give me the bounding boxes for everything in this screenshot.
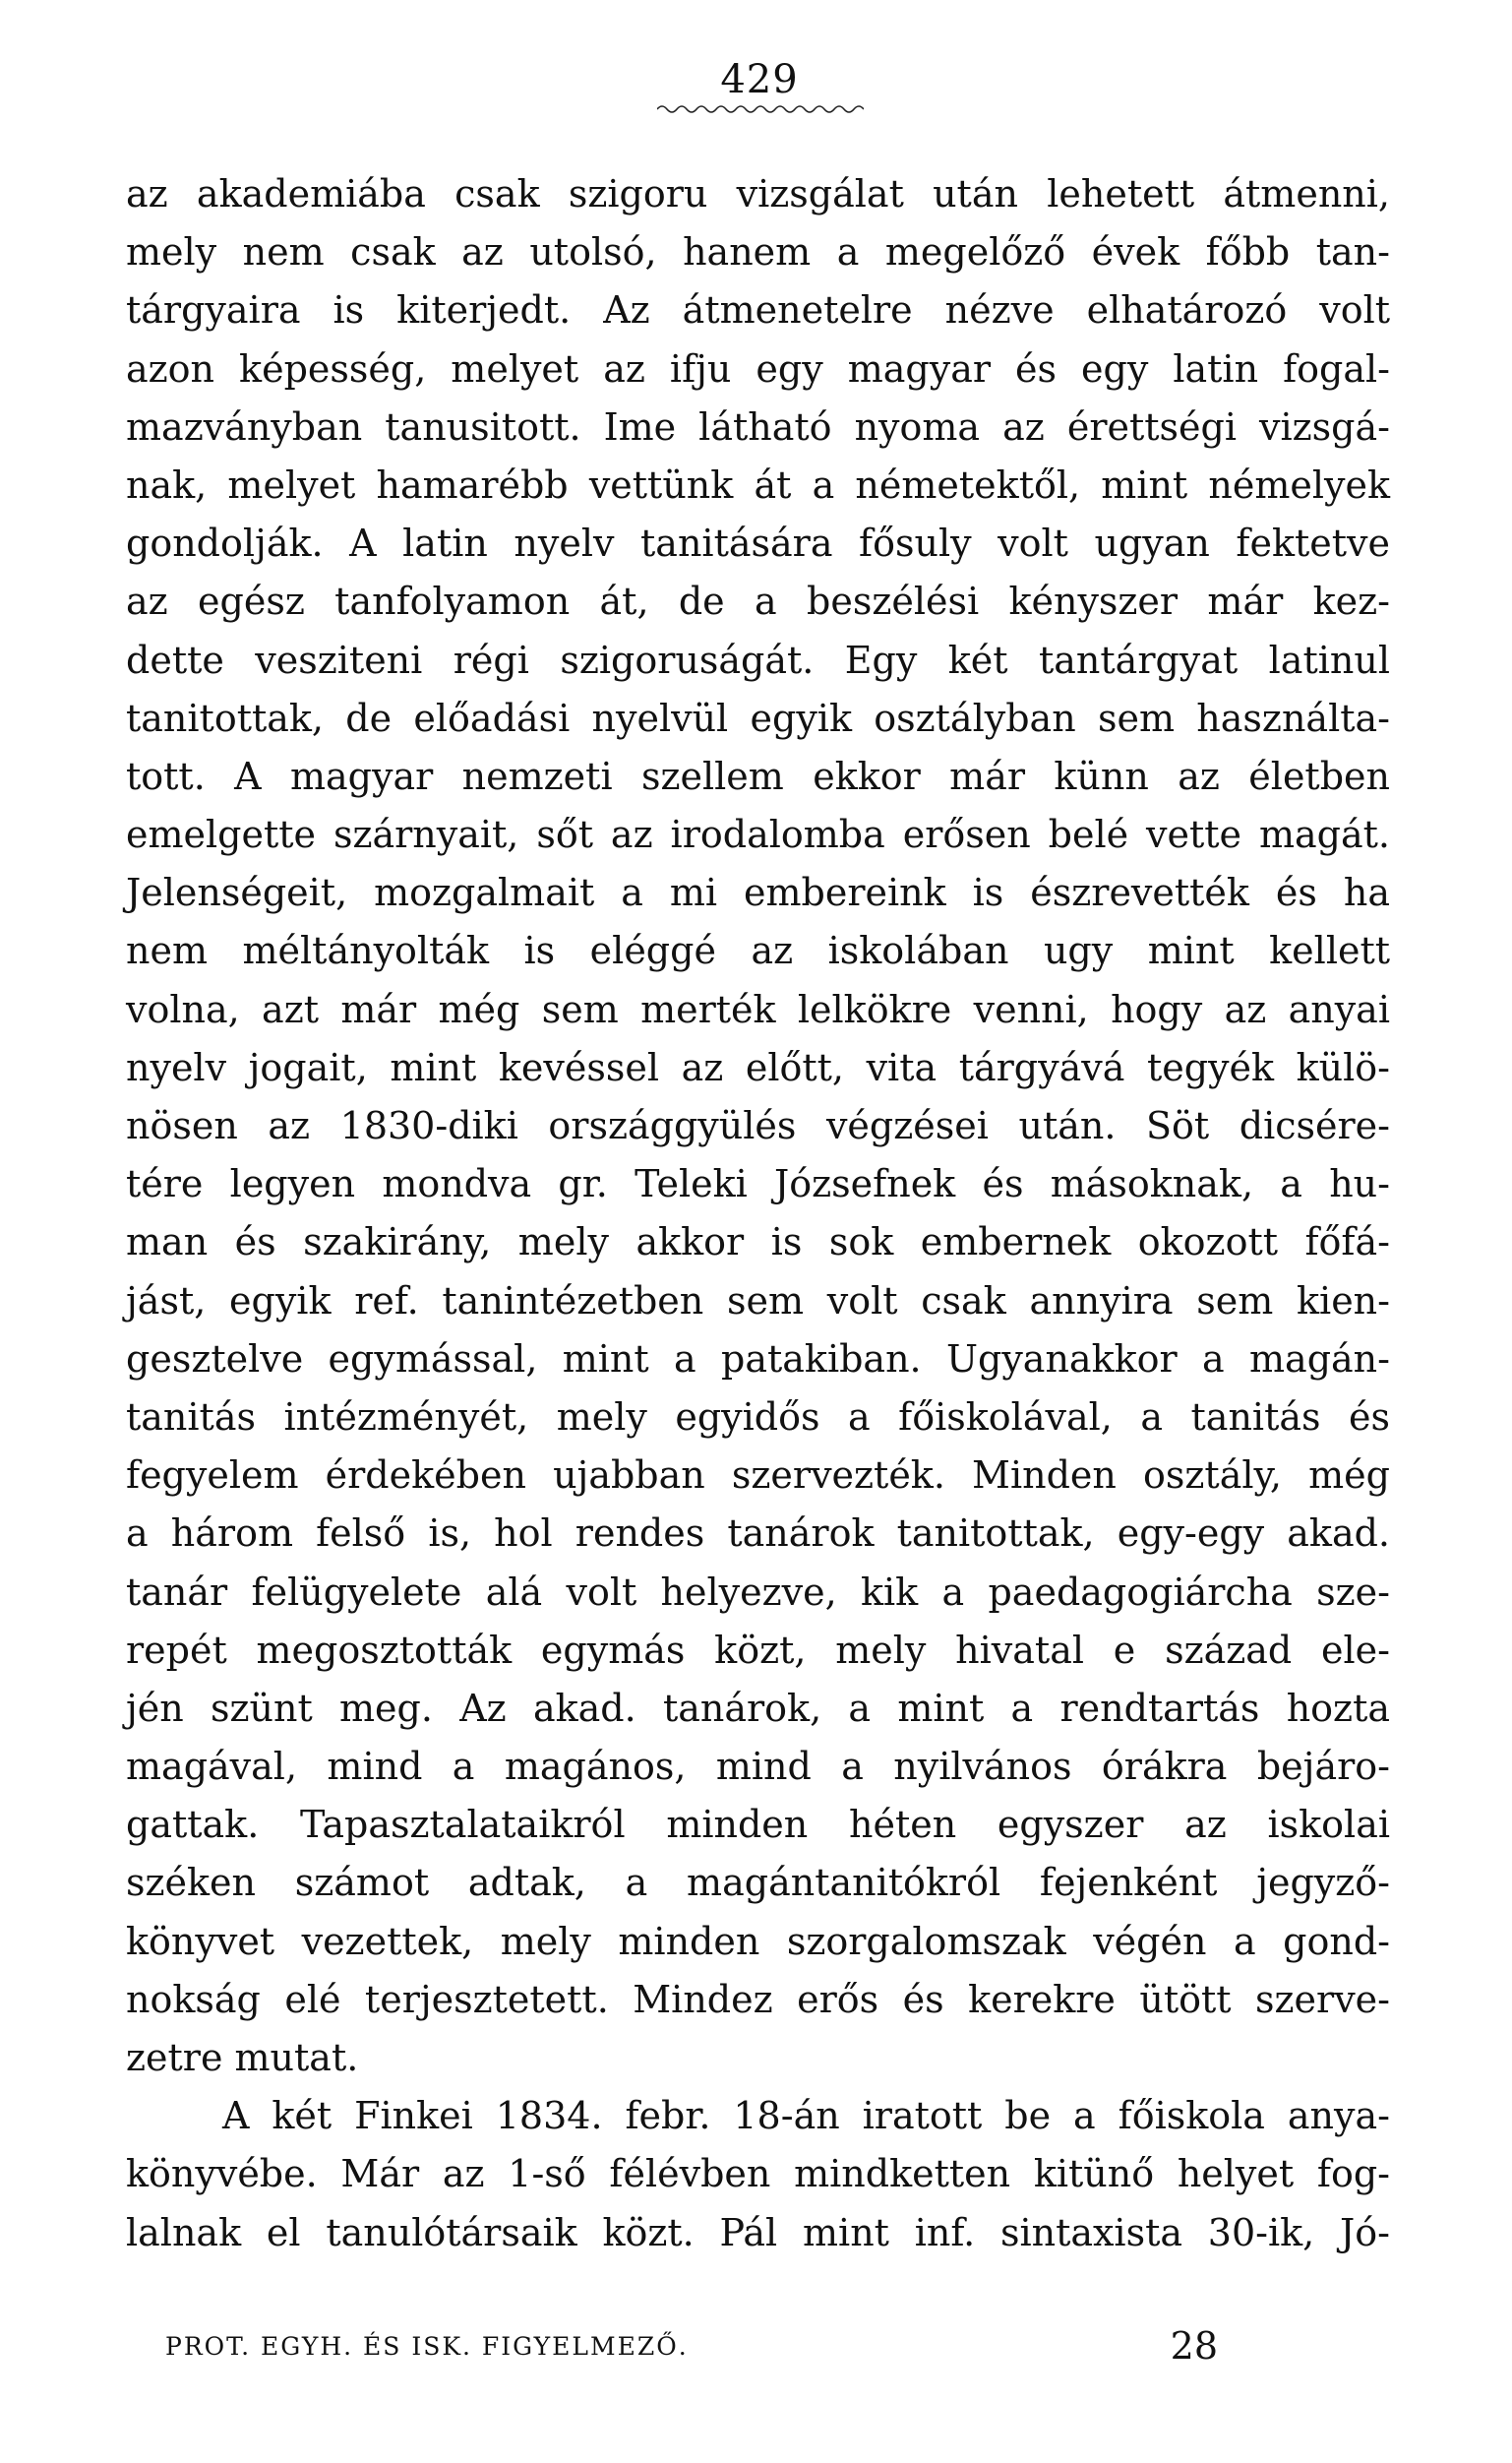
text-line: tanitás intézményét, mely egyidős a főiskolával, a tanitás és bbox=[126, 1394, 1390, 1439]
text-line: mazványban tanusitott. Ime látható nyoma az érettségi vizsgá- bbox=[126, 404, 1390, 449]
text-line: jást, egyik ref. tanintézetben sem volt csak annyira sem kien- bbox=[126, 1278, 1390, 1323]
text-line: lalnak el tanulótársaik közt. Pál mint inf. sintaxista 30-ik, Jó- bbox=[126, 2210, 1390, 2254]
text-line: nyelv jogait, mint kevéssel az előtt, vita tárgyává tegyék külö- bbox=[126, 1045, 1390, 1089]
text-line: fegyelem érdekében ujabban szervezték. Minden osztály, még bbox=[126, 1453, 1390, 1498]
text-line: az akademiába csak szigoru vizsgálat után lehetett átmenni, bbox=[126, 172, 1390, 216]
sheet-number: 28 bbox=[1170, 2324, 1218, 2368]
text-line: mely nem csak az utolsó, hanem a megelőző évek főbb tan- bbox=[126, 230, 1390, 275]
text-line: nak, melyet hamarébb vettünk át a németektől, mint némelyek bbox=[126, 462, 1390, 507]
body-text bbox=[126, 165, 1390, 2262]
text-line: nokság elé terjesztetett. Mindez erős és kerekre ütött szerve- bbox=[126, 1977, 1390, 2021]
text-line: emelgette szárnyait, sőt az irodalomba erősen belé vette magát. bbox=[126, 813, 1390, 857]
text-line: tanár felügyelete alá volt helyezve, kik a paedagogiárcha sze- bbox=[126, 1570, 1390, 1614]
text-line: könyvet vezettek, mely minden szorgalomszak végén a gond- bbox=[126, 1919, 1390, 1963]
text-line: jén szünt meg. Az akad. tanárok, a mint a rendtartás hozta bbox=[126, 1686, 1390, 1730]
text-line: Jelenségeit, mozgalmait a mi embereink is észrevették és ha bbox=[126, 871, 1390, 915]
text-line: magával, mind a magános, mind a nyilvános órákra bejáro- bbox=[126, 1745, 1390, 1789]
paragraph bbox=[126, 165, 1390, 2087]
page-number: 429 bbox=[720, 57, 799, 102]
text-line: repét megosztották egymás közt, mely hivatal e század ele- bbox=[126, 1628, 1390, 1672]
text-line: A két Finkei 1834. febr. 18-án iratott be a főiskola anya- bbox=[222, 2094, 1390, 2138]
text-line: tére legyen mondva gr. Teleki Józsefnek és másoknak, a hu- bbox=[126, 1162, 1390, 1206]
text-line: gattak. Tapasztalataikról minden héten egyszer az iskolai bbox=[126, 1803, 1390, 1847]
text-line: tanitottak, de előadási nyelvül egyik osztályban sem használta- bbox=[126, 696, 1390, 740]
text-line: széken számot adtak, a magántanitókról fejenként jegyző- bbox=[126, 1861, 1390, 1905]
text-line: volna, azt már még sem merték lelkökre venni, hogy az anyai bbox=[126, 987, 1390, 1031]
text-line: gondolják. A latin nyelv tanitására fősuly volt ugyan fektetve bbox=[126, 522, 1390, 566]
text-line: dette vesziteni régi szigoruságát. Egy két tantárgyat latinul bbox=[126, 638, 1390, 682]
text-line: a három felső is, hol rendes tanárok tanitottak, egy-egy akad. bbox=[126, 1511, 1390, 1556]
page-footer bbox=[165, 2324, 1218, 2368]
text-line: nösen az 1830-diki országgyülés végzései után. Söt dicsére- bbox=[126, 1104, 1390, 1147]
text-line: könyvébe. Már az 1-ső félévben mindketten kitünő helyet fog- bbox=[126, 2152, 1390, 2196]
text-line: tott. A magyar nemzeti szellem ekkor már künn az életben bbox=[126, 754, 1390, 798]
text-line: az egész tanfolyamon át, de a beszélési kényszer már kez- bbox=[126, 580, 1390, 624]
paragraph bbox=[126, 2087, 1390, 2262]
text-line: nem méltányolták is eléggé az iskolában ugy mint kellett bbox=[126, 929, 1390, 973]
text-line: gesztelve egymással, mint a patakiban. Ugyanakkor a magán- bbox=[126, 1336, 1390, 1381]
text-line: zetre mutat. bbox=[126, 2036, 359, 2079]
text-line: tárgyaira is kiterjedt. Az átmenetelre nézve elhatározó volt bbox=[126, 288, 1390, 333]
text-line: man és szakirány, mely akkor is sok embernek okozott főfá- bbox=[126, 1220, 1390, 1264]
header-ornament bbox=[657, 102, 864, 116]
signature-mark: PROT. EGYH. ÉS ISK. FIGYELMEZŐ. bbox=[165, 2332, 689, 2361]
text-line: azon képesség, melyet az ifju egy magyar és egy latin fogal- bbox=[126, 346, 1390, 391]
